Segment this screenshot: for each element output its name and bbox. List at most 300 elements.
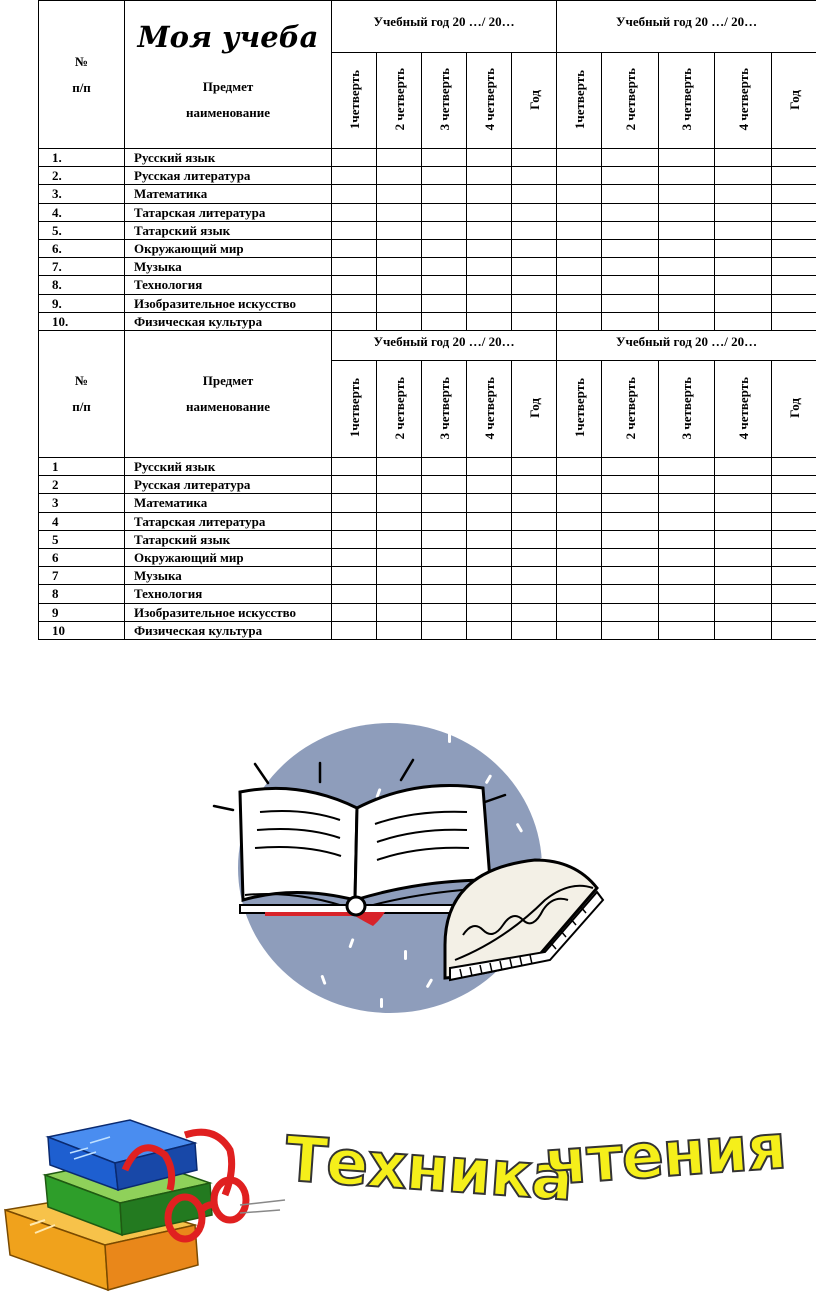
- grade-cell[interactable]: [422, 239, 467, 257]
- grade-cell[interactable]: [602, 276, 659, 294]
- grade-cell[interactable]: [659, 567, 715, 585]
- grade-cell[interactable]: [715, 239, 772, 257]
- grade-cell[interactable]: [557, 167, 602, 185]
- grade-cell[interactable]: [332, 530, 377, 548]
- grade-cell[interactable]: [557, 258, 602, 276]
- grade-cell[interactable]: [377, 494, 422, 512]
- grade-cell[interactable]: [377, 221, 422, 239]
- row-number: 1: [39, 458, 125, 476]
- row-number: 10.: [39, 312, 125, 330]
- grade-cell[interactable]: [377, 567, 422, 585]
- grade-cell[interactable]: [422, 476, 467, 494]
- grade-cell[interactable]: [715, 603, 772, 621]
- grade-cell[interactable]: [602, 512, 659, 530]
- grade-cell[interactable]: [467, 476, 512, 494]
- grade-cell[interactable]: [715, 294, 772, 312]
- subject-name: Математика: [125, 494, 332, 512]
- grade-cell[interactable]: [602, 494, 659, 512]
- quarter-label: 3 четверть: [436, 376, 452, 440]
- grade-cell[interactable]: [659, 203, 715, 221]
- grade-cell[interactable]: [422, 276, 467, 294]
- grade-cell[interactable]: [512, 294, 557, 312]
- grade-cell[interactable]: [557, 239, 602, 257]
- subject-row: [39, 258, 816, 276]
- grade-cell[interactable]: [512, 567, 557, 585]
- grade-cell[interactable]: [602, 149, 659, 167]
- quarter-label: 3 четверть: [679, 68, 695, 131]
- grade-cell[interactable]: [715, 185, 772, 203]
- quarter-label: 4 четверть: [481, 376, 497, 440]
- row-number: 8.: [39, 276, 125, 294]
- year-label-1: Учебный год 20 …/ 20…: [332, 331, 557, 361]
- subject-row: [39, 494, 816, 512]
- grade-cell[interactable]: [715, 621, 772, 639]
- grade-cell[interactable]: [715, 276, 772, 294]
- grade-cell[interactable]: [772, 548, 816, 566]
- year-total-label: Год: [786, 398, 802, 418]
- grade-cell[interactable]: [512, 494, 557, 512]
- grade-cell[interactable]: [467, 239, 512, 257]
- grade-cell[interactable]: [332, 203, 377, 221]
- row-number: 9.: [39, 294, 125, 312]
- subject-row: [39, 458, 816, 476]
- subject-name: Технология: [125, 585, 332, 603]
- subject-row: [39, 585, 816, 603]
- num-header-cell: [39, 1, 125, 149]
- grade-cell[interactable]: [377, 512, 422, 530]
- grade-cell[interactable]: [422, 203, 467, 221]
- grade-cell[interactable]: [422, 458, 467, 476]
- grade-cell[interactable]: [422, 621, 467, 639]
- grade-cell[interactable]: [715, 458, 772, 476]
- grade-cell[interactable]: [512, 239, 557, 257]
- subject-row: [39, 567, 816, 585]
- grade-cell[interactable]: [772, 149, 816, 167]
- subject-row: [39, 167, 816, 185]
- grade-cell[interactable]: [772, 167, 816, 185]
- grade-cell[interactable]: [557, 276, 602, 294]
- row-number: 3.: [39, 185, 125, 203]
- grade-cell[interactable]: [512, 621, 557, 639]
- quarter-label: 2 четверть: [391, 68, 407, 131]
- grade-cell[interactable]: [422, 167, 467, 185]
- grade-cell[interactable]: [772, 585, 816, 603]
- grade-cell[interactable]: [467, 548, 512, 566]
- grade-cell[interactable]: [602, 294, 659, 312]
- grade-cell[interactable]: [377, 258, 422, 276]
- grade-cell[interactable]: [512, 258, 557, 276]
- books-and-glasses-icon: [0, 1115, 290, 1300]
- year-total-label: Год: [526, 398, 542, 418]
- grade-cell[interactable]: [332, 294, 377, 312]
- year-label-2: Учебный год 20 …/ 20…: [557, 331, 816, 361]
- subject-name: Татарская литература: [125, 203, 332, 221]
- grade-cell[interactable]: [332, 239, 377, 257]
- word-art-technique: Техника: [282, 1122, 575, 1215]
- grade-cell[interactable]: [659, 476, 715, 494]
- grade-cell[interactable]: [467, 312, 512, 330]
- grade-cell[interactable]: [557, 203, 602, 221]
- quarter-label: 4 четверть: [735, 68, 751, 131]
- row-number: 6: [39, 548, 125, 566]
- subject-name: Физическая культура: [125, 312, 332, 330]
- grade-cell[interactable]: [715, 476, 772, 494]
- grade-cell[interactable]: [512, 585, 557, 603]
- brand-title: Моя учеба: [137, 20, 319, 54]
- num-header-label: п/п: [72, 79, 91, 95]
- quarter-label: 4 четверть: [735, 376, 751, 440]
- grade-cell[interactable]: [715, 167, 772, 185]
- grade-cell[interactable]: [659, 294, 715, 312]
- grade-cell[interactable]: [602, 258, 659, 276]
- grade-cell[interactable]: [377, 548, 422, 566]
- grade-cell[interactable]: [715, 512, 772, 530]
- subject-row: [39, 149, 816, 167]
- grade-cell[interactable]: [332, 149, 377, 167]
- grade-cell[interactable]: [467, 603, 512, 621]
- grade-cell[interactable]: [422, 258, 467, 276]
- grade-cell[interactable]: [377, 458, 422, 476]
- row-number: 1.: [39, 149, 125, 167]
- grade-cell[interactable]: [659, 221, 715, 239]
- grade-cell[interactable]: [772, 203, 816, 221]
- subject-row: [39, 512, 816, 530]
- subject-name: Технология: [125, 276, 332, 294]
- quarter-label: 4 четверть: [481, 68, 497, 131]
- grade-cell[interactable]: [377, 149, 422, 167]
- grade-cell[interactable]: [422, 512, 467, 530]
- num-header-symbol: №: [74, 53, 89, 69]
- subject-name: Изобразительное искусство: [125, 603, 332, 621]
- grade-cell[interactable]: [715, 221, 772, 239]
- grade-cell[interactable]: [377, 167, 422, 185]
- subject-name: Музыка: [125, 567, 332, 585]
- grade-cell[interactable]: [557, 185, 602, 203]
- grade-cell[interactable]: [602, 530, 659, 548]
- grade-cell[interactable]: [715, 312, 772, 330]
- grade-cell[interactable]: [659, 530, 715, 548]
- grade-cell[interactable]: [467, 149, 512, 167]
- grade-cell[interactable]: [659, 239, 715, 257]
- grade-cell[interactable]: [467, 494, 512, 512]
- grade-cell[interactable]: [772, 312, 816, 330]
- subject-header-sublabel: наименование: [185, 399, 271, 414]
- grade-cell[interactable]: [332, 603, 377, 621]
- grade-cell[interactable]: [377, 621, 422, 639]
- grade-cell[interactable]: [332, 167, 377, 185]
- subject-row: [39, 621, 816, 639]
- subject-name: Татарская литература: [125, 512, 332, 530]
- grade-cell[interactable]: [512, 203, 557, 221]
- subject-name: Окружающий мир: [125, 239, 332, 257]
- subject-row: [39, 276, 816, 294]
- grade-cell[interactable]: [715, 258, 772, 276]
- subject-row: [39, 530, 816, 548]
- grade-cell[interactable]: [659, 458, 715, 476]
- subject-header-label: Предмет: [202, 373, 254, 388]
- row-number: 6.: [39, 239, 125, 257]
- grade-cell[interactable]: [602, 185, 659, 203]
- num-header-cell: [39, 331, 125, 458]
- grade-cell[interactable]: [467, 276, 512, 294]
- grade-cell[interactable]: [659, 276, 715, 294]
- grade-cell[interactable]: [602, 458, 659, 476]
- grade-cell[interactable]: [377, 476, 422, 494]
- grade-cell[interactable]: [467, 185, 512, 203]
- row-number: 5.: [39, 221, 125, 239]
- grade-cell[interactable]: [377, 294, 422, 312]
- grade-cell[interactable]: [377, 239, 422, 257]
- grade-cell[interactable]: [659, 548, 715, 566]
- subject-row: [39, 603, 816, 621]
- subject-row: [39, 185, 816, 203]
- num-header-label: п/п: [72, 399, 91, 414]
- subject-name: Русская литература: [125, 167, 332, 185]
- subject-row: [39, 548, 816, 566]
- grade-cell[interactable]: [332, 567, 377, 585]
- grade-cell[interactable]: [332, 221, 377, 239]
- grade-cell[interactable]: [715, 530, 772, 548]
- grade-cell[interactable]: [602, 603, 659, 621]
- subject-header-label: Предмет: [202, 79, 254, 94]
- grade-cell[interactable]: [467, 258, 512, 276]
- grade-cell[interactable]: [772, 294, 816, 312]
- grade-cell[interactable]: [467, 167, 512, 185]
- grade-cell[interactable]: [512, 603, 557, 621]
- grade-cell[interactable]: [772, 258, 816, 276]
- grade-cell[interactable]: [602, 203, 659, 221]
- grade-cell[interactable]: [467, 512, 512, 530]
- subject-row: [39, 476, 816, 494]
- grade-cell[interactable]: [602, 239, 659, 257]
- grade-cell[interactable]: [557, 476, 602, 494]
- subject-header-cell: [125, 1, 332, 149]
- grade-cell[interactable]: [512, 458, 557, 476]
- quarter-label: 3 четверть: [436, 68, 452, 131]
- quarter-label: 2 четверть: [622, 376, 638, 440]
- grade-cell[interactable]: [557, 221, 602, 239]
- row-number: 2: [39, 476, 125, 494]
- grade-cell[interactable]: [659, 149, 715, 167]
- grade-cell[interactable]: [557, 567, 602, 585]
- grade-cell[interactable]: [715, 548, 772, 566]
- grade-cell[interactable]: [467, 621, 512, 639]
- grade-cell[interactable]: [715, 567, 772, 585]
- grade-cell[interactable]: [377, 312, 422, 330]
- quarter-label: 1четверть: [571, 378, 587, 438]
- grade-cell[interactable]: [659, 603, 715, 621]
- grade-cell[interactable]: [512, 167, 557, 185]
- grade-cell[interactable]: [602, 167, 659, 185]
- grade-cell[interactable]: [332, 276, 377, 294]
- grade-cell[interactable]: [512, 476, 557, 494]
- grade-cell[interactable]: [512, 221, 557, 239]
- grade-cell[interactable]: [602, 312, 659, 330]
- grade-cell[interactable]: [422, 548, 467, 566]
- grade-cell[interactable]: [512, 149, 557, 167]
- quarter-label: 3 четверть: [679, 376, 695, 440]
- grade-cell[interactable]: [332, 494, 377, 512]
- grade-cell[interactable]: [512, 512, 557, 530]
- grade-cell[interactable]: [377, 276, 422, 294]
- year-label-1: Учебный год 20 …/ 20…: [332, 1, 557, 53]
- grade-cell[interactable]: [772, 221, 816, 239]
- quarter-label: 1четверть: [571, 69, 587, 130]
- quarter-label: 2 четверть: [622, 68, 638, 131]
- row-number: 5: [39, 530, 125, 548]
- grade-cell[interactable]: [422, 312, 467, 330]
- grade-cell[interactable]: [715, 585, 772, 603]
- grade-cell[interactable]: [377, 530, 422, 548]
- grade-cell[interactable]: [557, 621, 602, 639]
- year-total-label: Год: [786, 89, 802, 110]
- grade-cell[interactable]: [557, 312, 602, 330]
- word-art-reading: чтения: [542, 1109, 788, 1200]
- grade-cell[interactable]: [332, 512, 377, 530]
- open-book-icon: [205, 720, 605, 1020]
- grade-cell[interactable]: [467, 458, 512, 476]
- grade-cell[interactable]: [467, 530, 512, 548]
- grade-cell[interactable]: [332, 258, 377, 276]
- grade-cell[interactable]: [512, 530, 557, 548]
- grade-cell[interactable]: [772, 530, 816, 548]
- quarter-label: 1четверть: [346, 69, 362, 130]
- grade-cell[interactable]: [557, 548, 602, 566]
- grade-cell[interactable]: [772, 512, 816, 530]
- row-number: 8: [39, 585, 125, 603]
- grade-cell[interactable]: [602, 221, 659, 239]
- grade-cell[interactable]: [557, 149, 602, 167]
- grade-cell[interactable]: [512, 548, 557, 566]
- grades-table-1: [38, 0, 816, 331]
- grade-cell[interactable]: [715, 494, 772, 512]
- grade-cell[interactable]: [772, 239, 816, 257]
- grade-cell[interactable]: [557, 512, 602, 530]
- grade-cell[interactable]: [512, 185, 557, 203]
- grade-cell[interactable]: [772, 603, 816, 621]
- grade-cell[interactable]: [659, 585, 715, 603]
- grade-cell[interactable]: [602, 476, 659, 494]
- subject-name: Музыка: [125, 258, 332, 276]
- grade-cell[interactable]: [422, 294, 467, 312]
- grade-cell[interactable]: [557, 585, 602, 603]
- grade-cell[interactable]: [602, 567, 659, 585]
- grade-cell[interactable]: [772, 458, 816, 476]
- grade-cell[interactable]: [659, 185, 715, 203]
- grade-cell[interactable]: [332, 476, 377, 494]
- grade-cell[interactable]: [715, 149, 772, 167]
- grade-cell[interactable]: [377, 203, 422, 221]
- subject-name: Русская литература: [125, 476, 332, 494]
- grade-cell[interactable]: [332, 458, 377, 476]
- grades-table-2: [38, 330, 816, 640]
- year-total-label: Год: [526, 89, 542, 110]
- grade-cell[interactable]: [659, 512, 715, 530]
- subject-name: Окружающий мир: [125, 548, 332, 566]
- row-number: 4: [39, 512, 125, 530]
- row-number: 9: [39, 603, 125, 621]
- subject-name: Русский язык: [125, 149, 332, 167]
- grade-cell[interactable]: [772, 476, 816, 494]
- subject-name: Физическая культура: [125, 621, 332, 639]
- grade-cell[interactable]: [772, 276, 816, 294]
- quarter-label: 2 четверть: [391, 376, 407, 440]
- grade-cell[interactable]: [422, 567, 467, 585]
- grade-cell[interactable]: [659, 167, 715, 185]
- subject-name: Математика: [125, 185, 332, 203]
- grade-cell[interactable]: [332, 585, 377, 603]
- grade-cell[interactable]: [467, 203, 512, 221]
- grade-cell[interactable]: [715, 203, 772, 221]
- subject-name: Русский язык: [125, 458, 332, 476]
- grade-cell[interactable]: [422, 530, 467, 548]
- grade-cell[interactable]: [602, 585, 659, 603]
- grade-cell[interactable]: [557, 603, 602, 621]
- grade-cell[interactable]: [332, 185, 377, 203]
- grade-cell[interactable]: [332, 621, 377, 639]
- subject-name: Татарский язык: [125, 530, 332, 548]
- row-number: 10: [39, 621, 125, 639]
- subject-row: [39, 239, 816, 257]
- subject-row: [39, 312, 816, 330]
- grade-cell[interactable]: [659, 312, 715, 330]
- grade-cell[interactable]: [422, 185, 467, 203]
- row-number: 7: [39, 567, 125, 585]
- grade-cell[interactable]: [467, 221, 512, 239]
- grade-cell[interactable]: [512, 276, 557, 294]
- grade-cell[interactable]: [422, 585, 467, 603]
- grade-cell[interactable]: [332, 548, 377, 566]
- grade-cell[interactable]: [512, 312, 557, 330]
- grade-cell[interactable]: [422, 221, 467, 239]
- grade-cell[interactable]: [602, 621, 659, 639]
- year-label-2: Учебный год 20 …/ 20…: [557, 1, 816, 53]
- grade-cell[interactable]: [422, 149, 467, 167]
- grade-cell[interactable]: [332, 312, 377, 330]
- subject-row: [39, 203, 816, 221]
- row-number: 3: [39, 494, 125, 512]
- grade-cell[interactable]: [659, 494, 715, 512]
- grade-cell[interactable]: [557, 458, 602, 476]
- grade-cell[interactable]: [659, 621, 715, 639]
- grade-cell[interactable]: [602, 548, 659, 566]
- subject-header-sublabel: наименование: [185, 105, 271, 120]
- grade-cell[interactable]: [772, 567, 816, 585]
- grade-cell[interactable]: [557, 494, 602, 512]
- grade-cell[interactable]: [772, 185, 816, 203]
- grade-cell[interactable]: [377, 585, 422, 603]
- subject-name: Татарский язык: [125, 221, 332, 239]
- grade-cell[interactable]: [422, 494, 467, 512]
- grade-cell[interactable]: [377, 185, 422, 203]
- grade-cell[interactable]: [557, 530, 602, 548]
- grade-cell[interactable]: [772, 494, 816, 512]
- num-header-symbol: №: [74, 373, 89, 388]
- grade-cell[interactable]: [467, 567, 512, 585]
- grade-cell[interactable]: [467, 585, 512, 603]
- subject-row: [39, 294, 816, 312]
- grade-cell[interactable]: [557, 294, 602, 312]
- row-number: 2.: [39, 167, 125, 185]
- grade-cell[interactable]: [772, 621, 816, 639]
- subject-name: Изобразительное искусство: [125, 294, 332, 312]
- grade-cell[interactable]: [422, 603, 467, 621]
- quarter-label: 1четверть: [346, 378, 362, 438]
- grade-cell[interactable]: [377, 603, 422, 621]
- grade-cell[interactable]: [467, 294, 512, 312]
- row-number: 4.: [39, 203, 125, 221]
- grade-cell[interactable]: [659, 258, 715, 276]
